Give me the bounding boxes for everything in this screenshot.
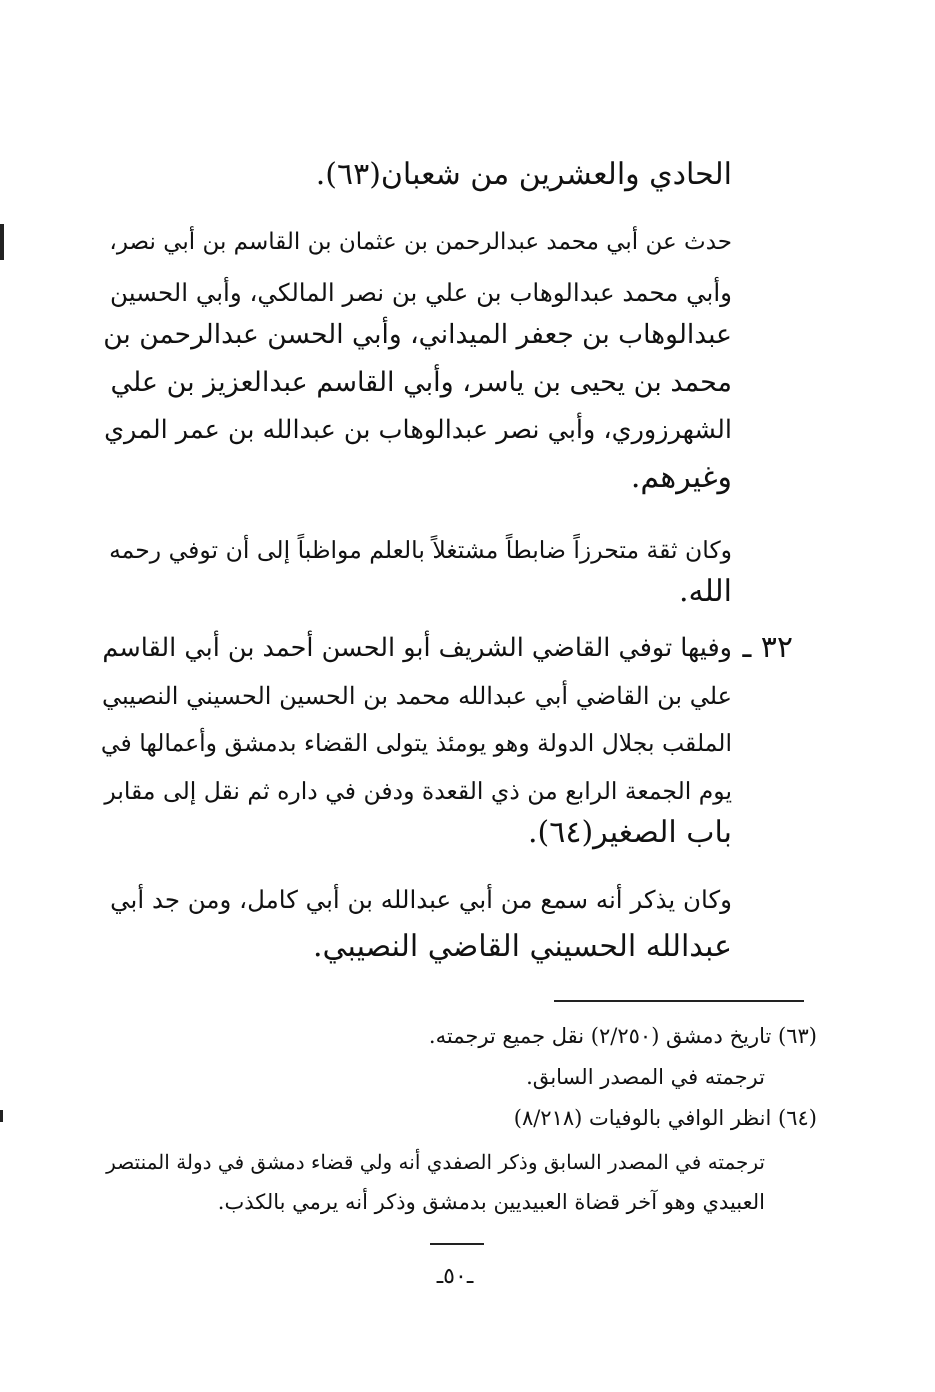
footnote-63: (٦٣) تاريخ دمشق (٢/٢٥٠) نقل جميع ترجمته. [428, 1024, 817, 1048]
footnote-64: (٦٤) انظر الوافي بالوفيات (٨/٢١٨) [513, 1106, 817, 1130]
paragraph-line: وكان يذكر أنه سمع من أبي عبدالله بن أبي كامل، ومن جد أبي [110, 885, 732, 914]
paragraph-line: عبدالوهاب بن جعفر الميداني، وأبي الحسن عبدالرحمن بن [103, 319, 732, 350]
scan-edge-mark [0, 224, 4, 260]
paragraph-line: وكان ثقة متحرزاً ضابطاً مشتغلاً بالعلم مواظباً إلى أن توفي رحمه [109, 536, 732, 564]
paragraph-line: الله. [678, 574, 732, 609]
paragraph-line: محمد بن يحيى بن ياسر، وأبي القاسم عبدالعزيز بن علي [110, 367, 732, 398]
page-number: ـ٥٠ـ [436, 1264, 474, 1289]
entry-line: وفيها توفي القاضي الشريف أبو الحسن أحمد بن أبي القاسم [102, 633, 732, 663]
paragraph-line: الشهرزوري، وأبي نصر عبدالوهاب بن عبدالله بن عمر المري [104, 415, 732, 445]
entry-number: ٣٢ ـ [742, 630, 793, 665]
paragraph-line: وأبي محمد عبدالوهاب بن علي بن نصر المالكي، وأبي الحسين [110, 278, 732, 307]
scan-edge-mark [0, 1110, 3, 1122]
paragraph-line: عبدالله الحسيني القاضي النصيبي. [313, 929, 732, 964]
page-number-rule [430, 1243, 484, 1245]
entry-line: الملقب بجلال الدولة وهو يومئذ يتولى القضاء بدمشق وأعمالها في [100, 729, 732, 757]
continuation-line: الحادي والعشرين من شعبان(٦٣). [315, 157, 732, 192]
footnote-63-continuation: ترجمته في المصدر السابق. [526, 1065, 765, 1089]
footnote-separator [554, 1000, 804, 1002]
paragraph-line: حدث عن أبي محمد عبدالرحمن بن عثمان بن القاسم بن أبي نصر، [109, 229, 732, 255]
entry-line: يوم الجمعة الرابع من ذي القعدة ودفن في داره ثم نقل إلى مقابر [104, 777, 732, 805]
footnote-64-continuation: العبيدي وهو آخر قضاة العبيديين بدمشق وذكر أنه يرمي بالكذب. [217, 1190, 765, 1214]
entry-line: باب الصغير(٦٤). [527, 815, 732, 850]
paragraph-line: وغيرهم. [630, 460, 732, 495]
footnote-64-continuation: ترجمته في المصدر السابق وذكر الصفدي أنه ولي قضاء دمشق في دولة المنتصر [106, 1150, 765, 1174]
entry-line: علي بن القاضي أبي عبدالله محمد بن الحسين الحسيني النصيبي [101, 682, 732, 710]
